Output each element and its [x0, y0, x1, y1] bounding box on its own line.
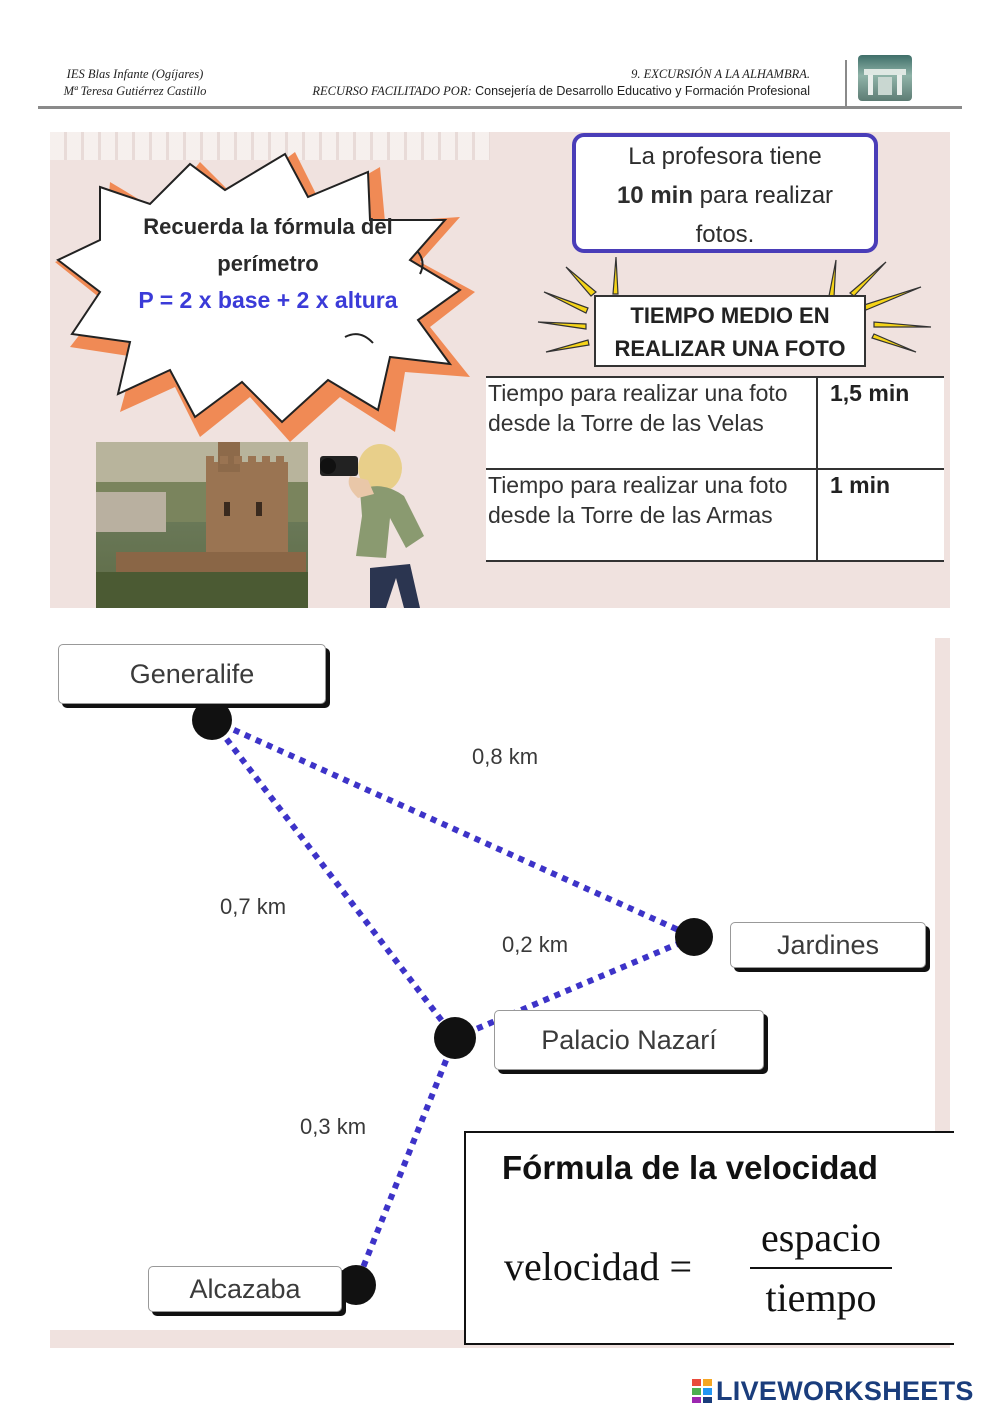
velocity-formula-box [464, 1131, 954, 1345]
table-cell-label: Tiempo para realizar una foto desde la Torre de las Armas [486, 469, 817, 561]
liveworksheets-brand[interactable] [692, 1376, 974, 1406]
label-generalife: Generalife [58, 644, 326, 704]
route-palacio-alcazaba [356, 1038, 455, 1285]
velocity-formula-lhs: velocidad = [504, 1244, 693, 1289]
bubble-bold-time: 10 min [616, 182, 693, 209]
school-name: IES Blas Infante (Ogíjares) [66, 67, 204, 81]
table-cell-label: Tiempo para realizar una foto desde la Torre de las Velas [486, 377, 817, 469]
velocity-formula-title: Fórmula de la velocidad [502, 1149, 878, 1186]
perimeter-formula: P = 2 x base + 2 x altura [138, 287, 398, 313]
table-cell-value: 1 min [817, 469, 944, 561]
photo-time-title-line2: REALIZAR UNA FOTO [614, 336, 846, 361]
perimeter-line1: Recuerda la fórmula del [143, 214, 393, 239]
table-cell-value: 1,5 min [817, 377, 944, 469]
fraction-denominator: tiempo [765, 1275, 877, 1320]
label-jardines: Jardines [730, 922, 926, 968]
resource-prefix: RECURSO FACILITADO POR: [312, 84, 472, 98]
distance-generalife-jardines: 0,8 km [472, 744, 539, 769]
author-name: Mª Teresa Gutiérrez Castillo [63, 84, 207, 98]
route-generalife-palacio [212, 720, 455, 1038]
node-jardines [675, 918, 713, 956]
perimeter-line2: perímetro [217, 251, 319, 276]
node-generalife [192, 700, 232, 740]
distance-palacio-alcazaba: 0,3 km [300, 1114, 367, 1139]
liveworksheets-logo-icon [692, 1379, 712, 1403]
photo-time-title-line1: TIEMPO MEDIO EN [630, 303, 830, 328]
unit-title: 9. EXCURSIÓN A LA ALHAMBRA. [631, 67, 810, 81]
fraction-bar [750, 1267, 892, 1269]
label-alcazaba: Alcazaba [148, 1266, 342, 1312]
liveworksheets-wordmark: LIVEWORKSHEETS [716, 1375, 974, 1406]
distance-generalife-palacio: 0,7 km [220, 894, 287, 919]
resource-org: Consejería de Desarrollo Educativo y Formación Profesional [475, 84, 810, 98]
bubble-line2-rest: para realizar [692, 182, 834, 209]
node-palacio [434, 1017, 476, 1059]
label-palacio-nazari: Palacio Nazarí [494, 1010, 764, 1070]
distance-palacio-jardines: 0,2 km [502, 932, 569, 957]
velocity-fraction [750, 1213, 892, 1323]
node-alcazaba [336, 1265, 376, 1305]
bubble-line1: La profesora tiene [628, 143, 822, 170]
fraction-numerator: espacio [761, 1215, 881, 1260]
bubble-line3: fotos. [695, 221, 755, 248]
